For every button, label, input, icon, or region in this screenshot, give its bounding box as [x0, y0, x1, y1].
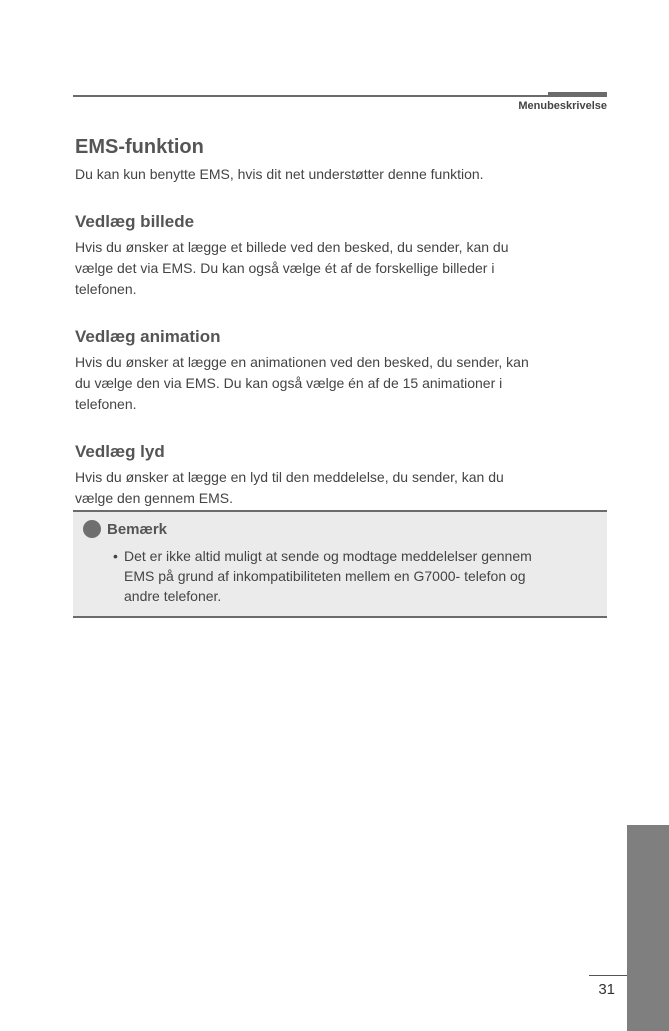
note-line-1: Det er ikke altid muligt at sende og modtage meddelelser gennem — [124, 548, 532, 564]
note-list — [113, 546, 601, 606]
note-title: Bemærk — [107, 521, 168, 538]
picture-line-3: telefonen. — [75, 281, 137, 297]
header-rule — [73, 95, 607, 97]
section-title-picture: Vedlæg billede — [75, 212, 195, 231]
section-title-animation: Vedlæg animation — [75, 327, 221, 346]
header-rule-accent — [548, 92, 607, 97]
note-line-2: EMS på grund af inkompatibiliteten mellem en G7000- telefon og — [124, 568, 526, 584]
note-item — [113, 546, 601, 606]
main-content — [75, 134, 607, 509]
list-bullet: • — [113, 548, 118, 564]
sound-paragraph — [75, 467, 607, 509]
animation-line-3: telefonen. — [75, 396, 137, 412]
section-title-ems: EMS-funktion — [75, 136, 204, 158]
picture-paragraph — [75, 237, 607, 300]
section-title-sound: Vedlæg lyd — [75, 442, 165, 461]
note-bullet-icon — [83, 520, 101, 538]
ems-paragraph: Du kan kun benytte EMS, hvis dit net understøtter denne funktion. — [75, 166, 484, 182]
chapter-side-tab — [627, 825, 669, 1031]
page-number: 31 — [589, 975, 627, 998]
animation-line-2: du vælge den via EMS. Du kan også vælge én af de 15 animationer i — [75, 375, 503, 391]
sound-line-1: Hvis du ønsker at lægge en lyd til den meddelelse, du sender, kan du — [75, 469, 504, 485]
picture-line-1: Hvis du ønsker at lægge et billede ved den besked, du sender, kan du — [75, 239, 509, 255]
note-line-3: andre telefoner. — [124, 588, 222, 604]
animation-line-1: Hvis du ønsker at lægge en animationen ved den besked, du sender, kan — [75, 354, 529, 370]
note-box — [73, 510, 607, 618]
running-header: Menubeskrivelse — [518, 100, 607, 112]
sound-line-2: vælge den gennem EMS. — [75, 490, 233, 506]
picture-line-2: vælge det via EMS. Du kan også vælge ét af de forskellige billeder i — [75, 260, 495, 276]
animation-paragraph — [75, 352, 607, 415]
